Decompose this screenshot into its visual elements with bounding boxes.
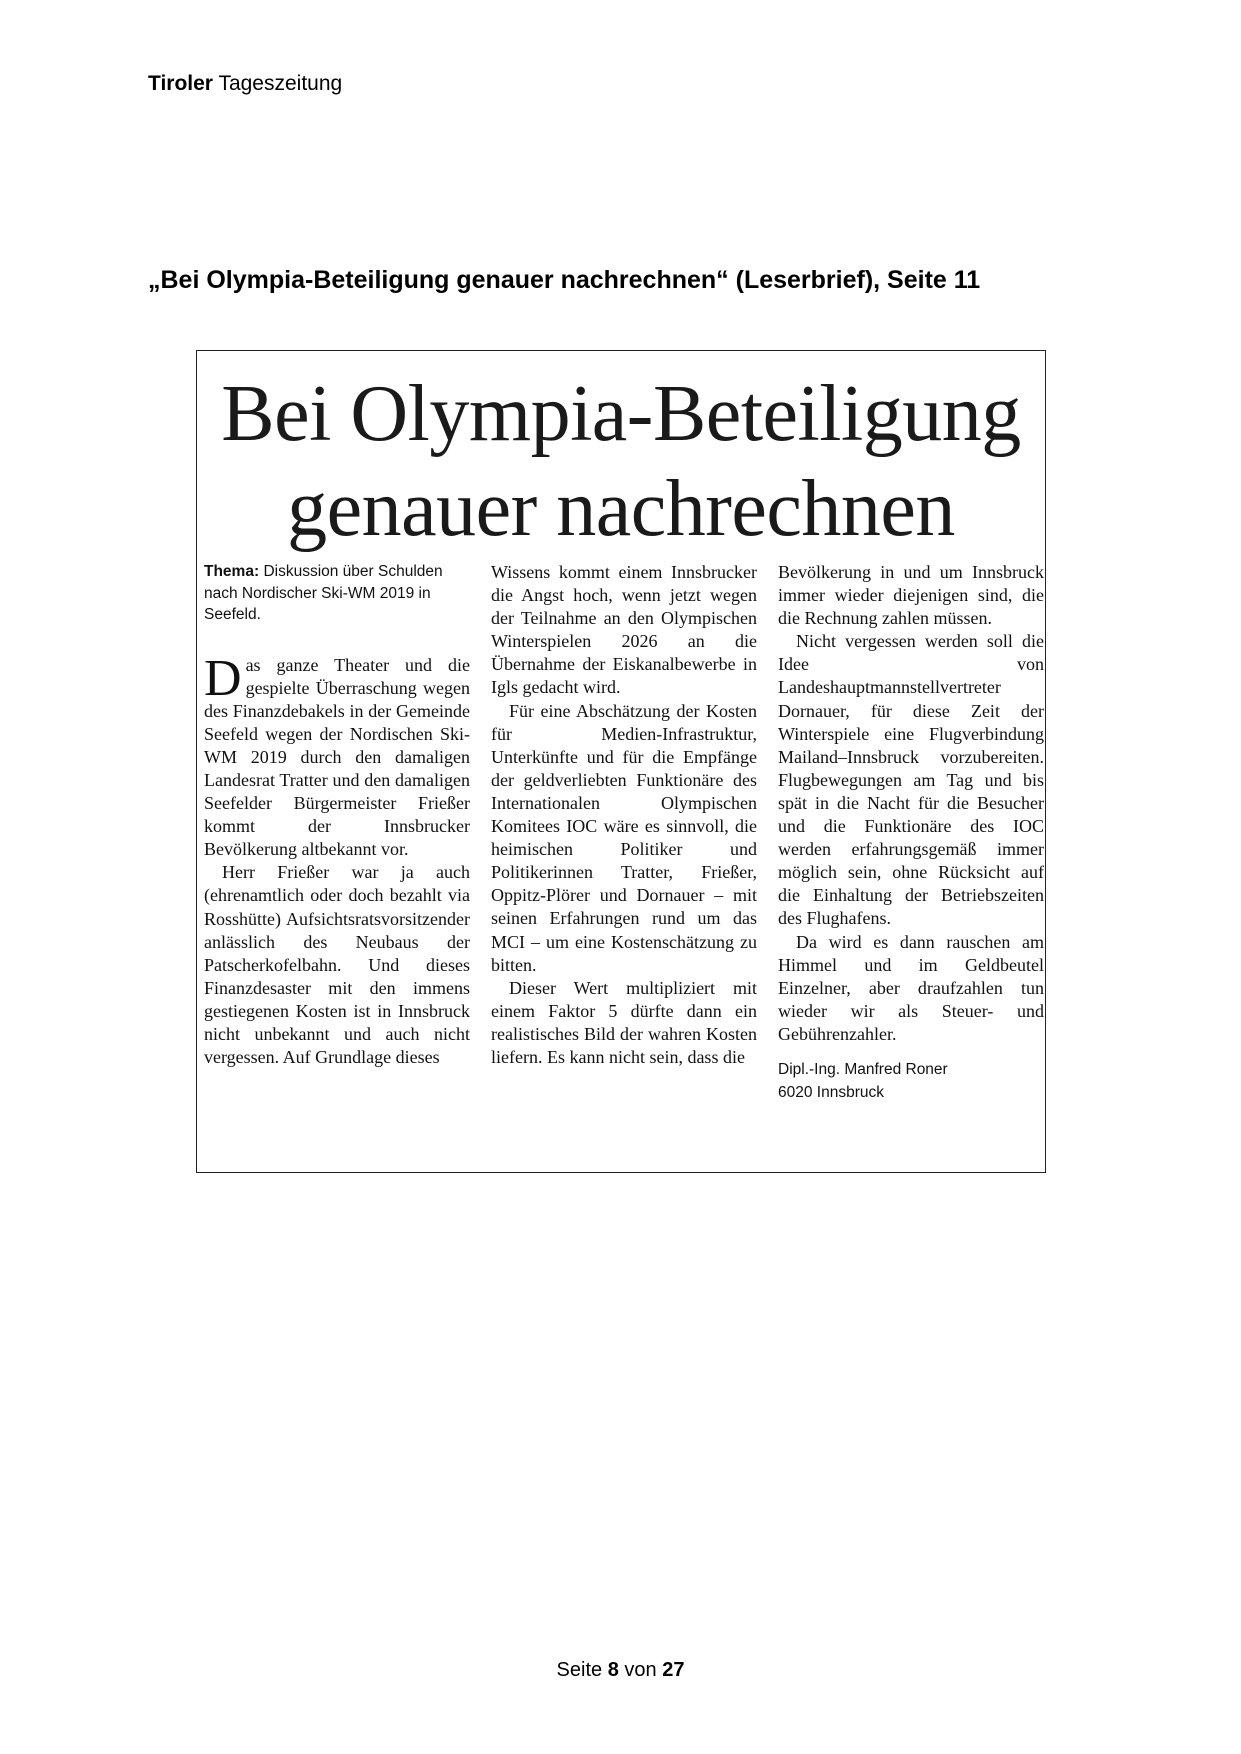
article-column-3 xyxy=(778,561,1044,1104)
footer-page: 8 xyxy=(607,1659,619,1681)
topic-note xyxy=(204,561,470,626)
topic-label: Thema: xyxy=(204,563,260,580)
signature xyxy=(778,1058,1044,1104)
paragraph-1 xyxy=(204,649,470,862)
publication-name-rest: Tageszeitung xyxy=(218,72,343,95)
footer-middle: von xyxy=(624,1659,657,1681)
paragraph-6: Bevölkerung in und um Innsbruck immer wieder diejenigen sind, die die Rechnung zahlen müssen. xyxy=(778,562,1044,629)
headline-line-2: genauer nachrechnen xyxy=(287,465,955,553)
signature-city: 6020 Innsbruck xyxy=(778,1083,884,1101)
footer-total: 27 xyxy=(662,1659,685,1681)
footer-prefix: Seite xyxy=(556,1659,603,1681)
newspaper-clipping xyxy=(196,350,1046,1173)
paragraph-3: Wissens kommt einem Innsbrucker die Angst hoch, wenn jetzt wegen der Teilnahme an den Olympischen Winterspielen 2026 an die Übernahme der Eiskanalbewerbe in Igls gedacht wird. xyxy=(491,562,757,698)
publication-name-bold: Tiroler xyxy=(148,72,213,95)
paragraph-2: Herr Frießer war ja auch (ehrenamtlich oder doch bezahlt via Rosshütte) Aufsichtsratsvorsitzender anlässlich des Neubaus der Patscherkofelbahn. Und dieses Finanzdesaster mit den immens gestiegenen Kosten ist in Innsbruck nicht unbekannt und auch nicht vergessen. Auf Grundlage dieses xyxy=(204,862,470,1068)
article-column-1 xyxy=(204,561,470,1069)
paragraph-8: Da wird es dann rauschen am Himmel und im Geldbeutel Einzelner, aber draufzahlen tun wieder wir als Steuer- und Gebührenzahler. xyxy=(778,931,1044,1044)
paragraph-5: Dieser Wert multipliziert mit einem Faktor 5 dürfte dann ein realistisches Bild der wahren Kosten liefern. Es kann nicht sein, dass die xyxy=(491,977,757,1067)
document-title: „Bei Olympia-Beteiligung genauer nachrechnen“ (Leserbrief), Seite 11 xyxy=(148,266,981,294)
drop-cap: D xyxy=(204,649,242,707)
paragraph-1-text: as ganze Theater und die gespielte Überraschung wegen des Finanzdebakels in der Gemeinde Seefeld wegen der Nordischen Ski-WM 2019 durch den damaligen Landesrat Tratter und den damaligen Seefelder Bürgermeister Frießer kommt der Innsbrucker Bevölkerung altbekannt vor. xyxy=(204,654,470,860)
paragraph-4: Für eine Abschätzung der Kosten für Medien-Infrastruktur, Unterkünfte und für die Empfänge der geldverliebten Funktionäre des Internationalen Olympischen Komitees IOC wäre es sinnvoll, die heimischen Politiker und Politikerinnen Tratter, Frießer, Oppitz-Plörer und Dornauer – mit seinen Erfahrungen rund um das MCI – um eine Kostenschätzung zu bitten. xyxy=(491,700,757,975)
article-column-2 xyxy=(491,561,757,1069)
headline-line-1: Bei Olympia-Beteiligung xyxy=(221,370,1021,458)
publication-name xyxy=(148,72,342,96)
signature-name: Dipl.-Ing. Manfred Roner xyxy=(778,1060,948,1078)
topic-text: Diskussion über Schulden nach Nordischer Ski-WM 2019 in Seefeld. xyxy=(204,563,443,623)
page-number-footer xyxy=(0,1659,1241,1682)
paragraph-7: Nicht vergessen werden soll die Idee von Landeshauptmannstellvertreter Dornauer, für diese Zeit der Winterspiele eine Flugverbindung Mailand–Innsbruck vorzubereiten. Flugbewegungen am Tag und bis spät in die Nacht für die Besucher und die Funktionäre des IOC werden erfahrungsgemäß immer möglich sein, ohne Rücksicht auf die Einhaltung der Betriebszeiten des Flughafens. xyxy=(778,631,1044,929)
article-headline xyxy=(197,367,1045,557)
